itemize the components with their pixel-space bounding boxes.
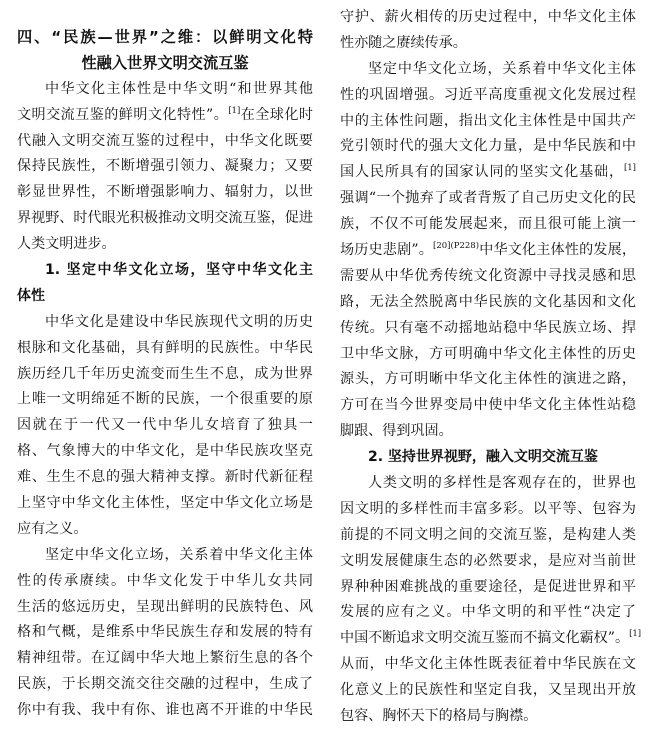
paragraph-line	[340, 626, 642, 652]
paragraph-line: 中的主体性问题，指出文化主体性是中国共产	[340, 112, 636, 129]
citation-marker: [1]	[228, 105, 241, 116]
paragraph-line: 包容、胸怀天下的格局与胸襟。	[340, 708, 538, 725]
line-text: 文明交流互鉴的鲜明文化特性”。	[17, 106, 229, 123]
paragraph-line: 强调“一个抛弃了或者背叛了自己历史文化的民	[340, 190, 636, 207]
paragraph-line: 党引领时代的强大文化力量，是中华民族和中	[340, 138, 636, 155]
paragraph-line	[340, 160, 636, 186]
citation-marker: [1]	[623, 163, 636, 174]
paragraph-line	[17, 103, 313, 129]
paragraph-line: 代融入文明交流互鉴的过程中，中华文化既要	[17, 132, 313, 149]
paragraph-line: 从而，中华文化主体性既表征着中华民族在文	[340, 656, 636, 673]
paragraph-line: 保持民族性，不断增强引领力、凝聚力；又要	[17, 158, 313, 175]
line-text: 中华文化主体性的发展，	[479, 242, 636, 259]
paragraph-line: 难、生生不息的强大精神支撑。新时代新征程	[17, 469, 313, 486]
paragraph-line: 脚跟、得到巩固。	[340, 423, 453, 440]
paragraph-line: 人类文明的多样性是客观存在的，世界也	[368, 475, 636, 492]
paragraph-line: 界视野、时代眼光积极推动文明交流互鉴，促进	[17, 210, 313, 227]
paragraph-line: 因就在于一代又一代中华儿女培育了独具一	[17, 417, 313, 434]
paragraph-line: 生活的悠远历史，呈现出鲜明的民族特色、风	[17, 598, 313, 615]
paragraph-line: 根脉和文化基础，具有鲜明的民族性。中华民	[17, 339, 313, 356]
paragraph-line: 族，不仅不可能发展起来，而且很可能上演一	[340, 216, 636, 233]
paragraph-line: 化意义上的民族性和坚定自我，又呈现出开放	[340, 682, 636, 699]
paragraph-line: 文明发展健康生态的必然要求，是应对当前世	[340, 552, 636, 569]
section-heading: 性融入世界文明交流互鉴	[81, 53, 249, 72]
paragraph-line: 格、气象博大的中华文化，是中华民族攻坚克	[17, 443, 313, 460]
paragraph-line: 中华文化是建设中华民族现代文明的历史	[45, 313, 313, 330]
paragraph-line: 精神纽带。在辽阔中华大地上繁衍生息的各个	[17, 650, 313, 667]
paragraph-line: 性的传承赓续。中华文化发于中华儿女共同	[17, 572, 313, 589]
section-heading: 四、“民族—世界”之维：以鲜明文化特	[17, 28, 313, 46]
paragraph-line: 前提的不同文明之间的交流互鉴，是构建人类	[340, 526, 636, 543]
line-text: 场历史悲剧”。	[340, 242, 433, 259]
paragraph-line: 坚定中华文化立场，关系着中华文化主体	[45, 546, 313, 563]
paragraph-line: 传统。只有毫不动摇地站稳中华民族立场、捍	[340, 319, 636, 336]
subsection-heading: 2. 坚持世界视野，融入文明交流互鉴	[368, 449, 598, 466]
paragraph-line: 发展的应有之义。中华文明的和平性“决定了	[340, 604, 636, 621]
paragraph-line: 格和气概，是维系中华民族生存和发展的特有	[17, 624, 313, 641]
paragraph-line: 民族，于长期交流交往交融的过程中，生成了	[17, 676, 313, 693]
paragraph-line: 应有之义。	[17, 520, 88, 537]
citation-marker: [20](P228)	[433, 241, 480, 252]
paragraph-line: 性的巩固增强。习近平高度重视文化发展过程	[340, 86, 636, 103]
paragraph-line: 人类文明进步。	[17, 236, 116, 253]
paragraph-line: 因文明的多样性而丰富多彩。以平等、包容为	[340, 500, 636, 517]
subsection-heading: 体性	[17, 287, 45, 304]
line-text: 国人民所具有的国家认同的坚实文化基础，	[340, 164, 624, 181]
left-column	[17, 25, 313, 724]
line-text: 中国不断追求文明交流互鉴而不搞文化霸权”。	[340, 630, 630, 647]
paragraph-line: 族历经几千年历史流变而生生不息，成为世界	[17, 365, 313, 382]
paragraph-line: 性亦随之赓续传承。	[340, 34, 467, 51]
paragraph-line: 上唯一文明绵延不断的民族，一个很重要的原	[17, 391, 313, 408]
paragraph-line: 坚定中华文化立场，关系着中华文化主体	[368, 60, 636, 77]
paragraph-line	[340, 238, 636, 264]
paragraph-line: 需要从中华优秀传统文化资源中寻找灵感和思	[340, 267, 636, 284]
paragraph-line: 中华文化主体性是中华文明“和世界其他	[45, 80, 313, 97]
citation-marker: [1]	[629, 629, 642, 640]
paragraph-line: 源头，方可明晰中华文化主体性的演进之路，	[340, 371, 636, 388]
right-column	[340, 5, 642, 730]
paragraph-line: 上坚守中华文化主体性，坚定中华文化立场是	[17, 495, 313, 512]
subsection-heading: 1. 坚定中华文化立场，坚守中华文化主	[45, 262, 313, 279]
paragraph-line: 卫中华文脉，方可明确中华文化主体性的历史	[340, 345, 636, 362]
line-text: 在全球化时	[240, 106, 313, 123]
paragraph-line: 你中有我、我中有你、谁也离不开谁的中华民	[17, 702, 313, 719]
paragraph-line: 路，无法全然脱离中华民族的文化基因和文化	[340, 293, 636, 310]
paragraph-line: 彰显世界性，不断增强影响力、辐射力，以世	[17, 184, 313, 201]
paragraph-line: 界种种困难挑战的重要途径，是促进世界和平	[340, 578, 636, 595]
paragraph-line: 守护、薪火相传的历史过程中，中华文化主体	[340, 9, 636, 25]
paragraph-line: 方可在当今世界变局中使中华文化主体性站稳	[340, 397, 636, 414]
